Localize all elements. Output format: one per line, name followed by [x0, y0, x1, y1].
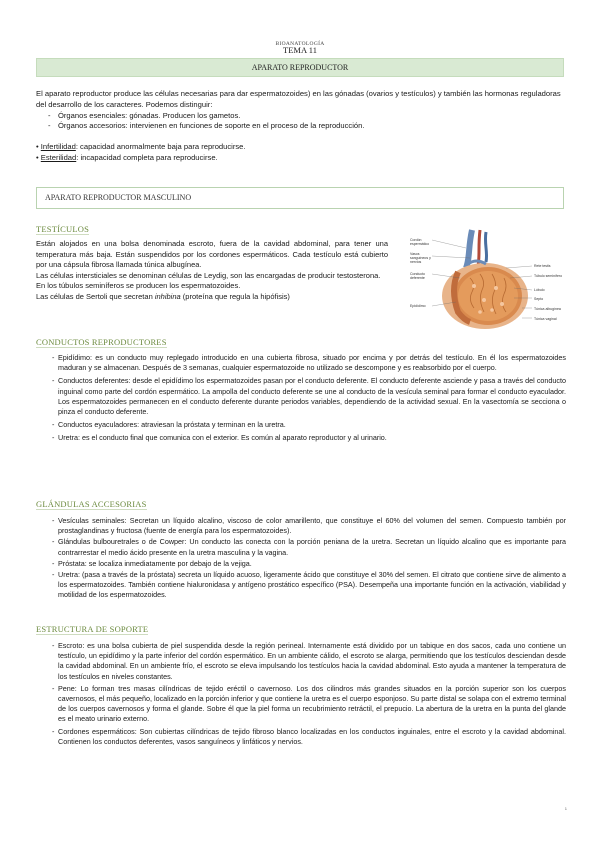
figure-label: Conducto deferente: [410, 272, 425, 280]
list-item: - Vesículas seminales: Secretan un líquido alcalino, viscoso de color amarillento, que constituye el 60% del volumen del semen. Compuesto también por prostaglandinas y fructosa (fuente de energía para los espermatozoides).: [52, 516, 566, 536]
figure-label: Epidídimo: [410, 304, 426, 308]
glandulas-list: [36, 516, 566, 602]
testis-figure: [410, 228, 562, 330]
list-item: - Cordones espermáticos: Son cubiertas cilíndricas de tejido fibroso blanco localizadas en los conductos inguinales, entre el escroto y la cavidad abdominal. Contienen los conductos deferentes, vasos sanguíneos y linfáticos y nervios.: [52, 726, 566, 746]
figure-label: Túbulo seminífero: [534, 274, 563, 278]
intro-item: - Órganos accesorios: intervienen en funciones de soporte en el proceso de la reproducción.: [48, 121, 365, 131]
conductos-list: [36, 353, 566, 447]
chapter-banner: APARATO REPRODUCTOR: [36, 58, 564, 77]
heading-testiculos: TESTÍCULOS: [36, 224, 89, 234]
figure-label: Túnica albugínea: [534, 307, 561, 311]
subject-label: BIOANATOLOGÍA: [275, 41, 325, 47]
list-item: - Pene: Lo forman tres masas cilíndricas de tejido eréctil o cavernoso. Los dos cilindros más grandes situados en la porción superior son los cuerpos cavernosos, el más pequeño, localizado en la porción inferior y que contiene la uretra es el cuerpo esponjoso. Su parte distal se solapa con el extremo terminal de los cuerpos cavernosos y forma el glande. Sobre él que la piel forma un recubrimiento retráctil, el prepucio. La abertura de la uretra en la punta del glande es el meato urinario externo.: [52, 683, 566, 724]
list-item: - Conductos deferentes: desde el epidídimo los espermatozoides pasan por el conducto deferente. El conducto deferente asciende y pasa a través del conducto inguinal como parte del cordón espermático. La ampolla del conducto deferente se une al conducto de la vesícula seminal para formar el conducto eyaculador. Los espermatozoides permanecen en el conducto deferente durante periodos variables, dependiendo de la actividad sexual. En la vasectomía se secciona o pinza el conducto deferente.: [52, 376, 566, 417]
figure-label: Cordón espermático: [410, 238, 430, 246]
list-item: - Epidídimo: es un conducto muy replegado introducido en una cubierta fibrosa, situado por encima y por detrás del testículo. En él los espermatozoides maduran y se almacenan. Después de 3 semanas, cualquier espermatozoide no utilizado se descompone y es reabsorbido por el cuerpo.: [52, 353, 566, 373]
bullet-infertilidad: • Infertilidad: capacidad anormalmente baja para reproducirse.: [36, 142, 246, 152]
figure-label: Rete testis: [534, 264, 551, 268]
soporte-list: [36, 641, 566, 749]
heading-soporte: ESTRUCTURA DE SOPORTE: [36, 624, 149, 634]
list-item: - Uretra: (pasa a través de la próstata) secreta un líquido acuoso, ligeramente ácido que constituye el 30% del semen. El citrato que contiene sirve de alimento a los espermatozoides. También contiene hialuronidasa y antígeno prostático específico (PSA). Desempeña una importante función en la activación, viabilidad y motilidad de los espermatozoides.: [52, 570, 566, 600]
testiculos-text: Están alojados en una bolsa denominada escroto, fuera de la cavidad abdominal, para tener una temperatura más baja. Están suspendidos por los cordones espermáticos. Cada testículo está cubierto por una cápsula fibrosa llamada túnica albugínea. Las células intersticiales se denominan células de Leydig, son las encargadas de producir testosterona. En los túbulos seminíferos se producen los espermatozoides. Las células de Sertoli que secretan inhibina (proteína que regula la hipófisis): [36, 239, 388, 301]
page-number: 1: [564, 806, 567, 811]
figure-label: Septo: [534, 297, 544, 301]
tema-title: TEMA 11: [283, 45, 317, 55]
intro-paragraph: El aparato reproductor produce las células necesarias para dar espermatozoides) en las gónadas (ovarios y testículos) y también las hormonas reguladoras del desarrollo de los caracteres. Podemos distinguir:: [36, 89, 561, 109]
list-item: - Conductos eyaculadores: atraviesan la próstata y terminan en la uretra.: [52, 420, 286, 430]
list-item: - Glándulas bulbouretrales o de Cowper: Un conducto las conecta con la porción peniana de la uretra. Secretan un líquido alcalino que es importante para contrarrestar el medio ácido presente en la uretra masculina y la vagina.: [52, 537, 566, 557]
heading-conductos: CONDUCTOS REPRODUCTORES: [36, 337, 167, 347]
list-item: - Uretra: es el conducto final que comunica con el exterior. Es común al aparato reproductor y al urinario.: [52, 433, 387, 443]
intro-block: [36, 89, 566, 164]
figure-label: Vasos sanguíneos y nervios: [410, 252, 431, 264]
figure-label: Túnica vaginal: [534, 317, 557, 321]
section-masculino: APARATO REPRODUCTOR MASCULINO: [36, 187, 564, 209]
list-item: - Próstata: se localiza inmediatamente por debajo de la vejiga.: [52, 558, 252, 568]
list-item: - Escroto: es una bolsa cubierta de piel suspendida desde la región perineal. Internamente está dividido por un tabique en dos sacos, cada uno contiene un testículo, un epidídimo y la parte inferior del cordón espermático. En un ambiente cálido, el escroto se alarga, permitiendo que los testículos desciendan desde la cavidad abdominal. En un ambiente frío, el escroto se eleva impulsando los testículos hacia la cavidad abdominal. Esto ayuda a mantener la temperatura de los testículos en niveles constantes.: [52, 641, 566, 681]
intro-item: - Órganos esenciales: gónadas. Producen los gametos.: [48, 110, 241, 120]
bullet-esterilidad: • Esterilidad: incapacidad completa para reproducirse.: [36, 152, 218, 162]
heading-glandulas: GLÁNDULAS ACCESORIAS: [36, 499, 147, 509]
figure-label: Lóbulo: [534, 288, 545, 292]
